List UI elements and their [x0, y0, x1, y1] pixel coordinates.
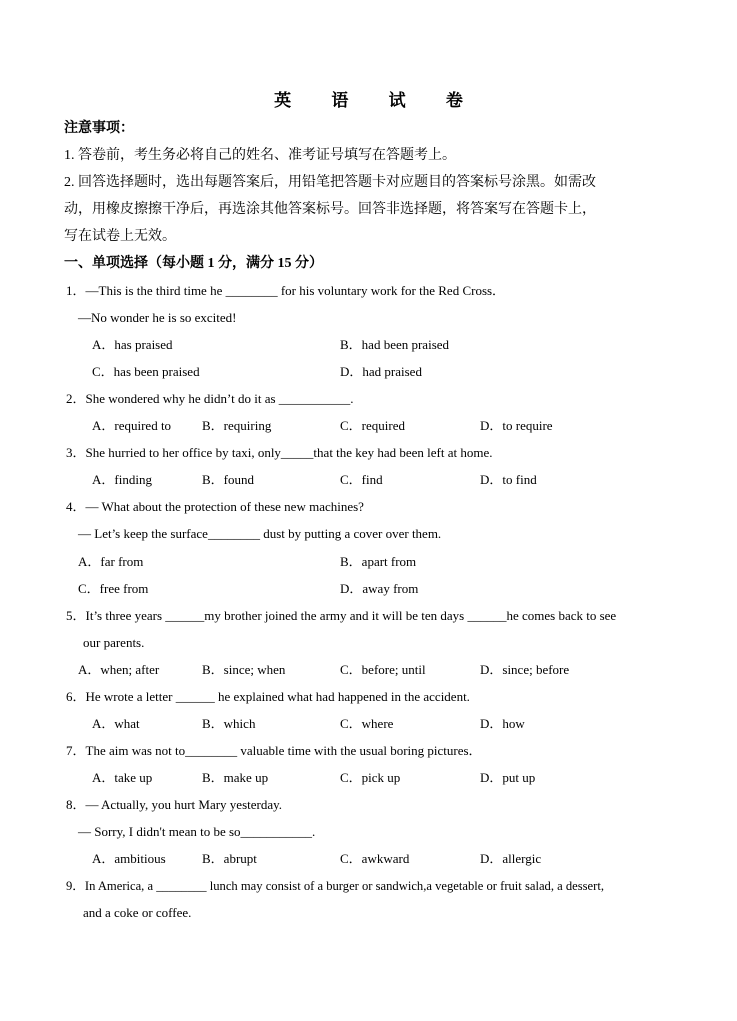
question-4-option-c: C．free from: [78, 581, 149, 596]
question-6-option-d: D．how: [480, 716, 525, 731]
question-5-option-b: B．since; when: [202, 662, 286, 677]
question-8-option-b: B．abrupt: [202, 851, 257, 866]
question-2-option-b: B．requiring: [202, 418, 272, 433]
question-7-option-d: D．put up: [480, 770, 536, 785]
question-3-option-a: A．finding: [92, 472, 152, 487]
question-6-option-c: C．where: [340, 716, 394, 731]
question-1-stem: 1．—This is the third time he ________ for his voluntary work for the Red Cross．: [66, 283, 506, 298]
question-1-option-d: D．had praised: [340, 364, 422, 379]
question-4-option-a: A．far from: [78, 554, 144, 569]
question-8-option-d: D．allergic: [480, 851, 542, 866]
page-title: 英 语 试 卷: [274, 91, 481, 110]
question-2-stem: 2．She wondered why he didn’t do it as ___________.: [66, 391, 354, 406]
question-4-option-d: D．away from: [340, 581, 419, 596]
question-3-option-c: C．find: [340, 472, 383, 487]
question-9-stem: 9．In America, a ________ lunch may consist of a burger or sandwich,a vegetable or fruit salad, a dessert,: [66, 879, 604, 893]
question-7-stem: 7．The aim was not to________ valuable time with the usual boring pictures．: [66, 743, 482, 758]
question-5-option-c: C．before; until: [340, 662, 426, 677]
question-5-option-d: D．since; before: [480, 662, 570, 677]
section-heading: 一、单项选择（每小题 1 分，满分 15 分）: [64, 256, 323, 271]
question-5-option-a: A．when; after: [78, 662, 160, 677]
question-1-option-b: B．had been praised: [340, 337, 450, 352]
question-2-option-c: C．required: [340, 418, 405, 433]
question-8-option-a: A．ambitious: [92, 851, 166, 866]
question-8-option-c: C．awkward: [340, 851, 410, 866]
question-2-option-d: D．to require: [480, 418, 553, 433]
notice-item-1: 1. 答卷前，考生务必将自己的姓名、准考证号填写在答题考上。: [64, 148, 456, 163]
notice-item-2-line-3: 写在试卷上无效。: [64, 229, 176, 244]
question-9-stem-2: and a coke or coffee.: [83, 905, 192, 920]
question-3-stem: 3．She hurried to her office by taxi, only_____that the key had been left at home.: [66, 445, 493, 460]
question-2-option-a: A．required to: [92, 418, 172, 433]
question-7-option-c: C．pick up: [340, 770, 401, 785]
question-4-stem-2: — Let’s keep the surface________ dust by putting a cover over them.: [78, 526, 442, 541]
question-5-stem-2: our parents.: [83, 635, 145, 650]
question-4-option-b: B．apart from: [340, 554, 417, 569]
question-4-stem: 4．— What about the protection of these new machines?: [66, 499, 364, 514]
question-7-option-b: B．make up: [202, 770, 269, 785]
question-8-stem-2: — Sorry, I didn't mean to be so___________.: [78, 824, 316, 839]
question-6-option-a: A．what: [92, 716, 140, 731]
question-1-option-a: A．has praised: [92, 337, 173, 352]
notice-item-2-line-2: 动，用橡皮擦擦干净后，再选涂其他答案标号。回答非选择题，将答案写在答题卡上，: [64, 202, 596, 217]
question-7-option-a: A．take up: [92, 770, 153, 785]
question-3-option-d: D．to find: [480, 472, 537, 487]
question-1-stem-2: —No wonder he is so excited!: [78, 310, 237, 325]
notice-heading: 注意事项：: [64, 121, 134, 136]
notice-item-2-line-1: 2. 回答选择题时，选出每题答案后，用铅笔把答题卡对应题目的答案标号涂黑。如需改: [64, 175, 596, 190]
question-6-stem: 6．He wrote a letter ______ he explained what had happened in the accident.: [66, 689, 470, 704]
question-1-option-c: C．has been praised: [92, 364, 200, 379]
question-3-option-b: B．found: [202, 472, 255, 487]
question-5-stem: 5．It’s three years ______my brother joined the army and it will be ten days ______he comes back to see: [66, 608, 617, 623]
question-6-option-b: B．which: [202, 716, 256, 731]
question-8-stem: 8．— Actually, you hurt Mary yesterday.: [66, 797, 283, 812]
